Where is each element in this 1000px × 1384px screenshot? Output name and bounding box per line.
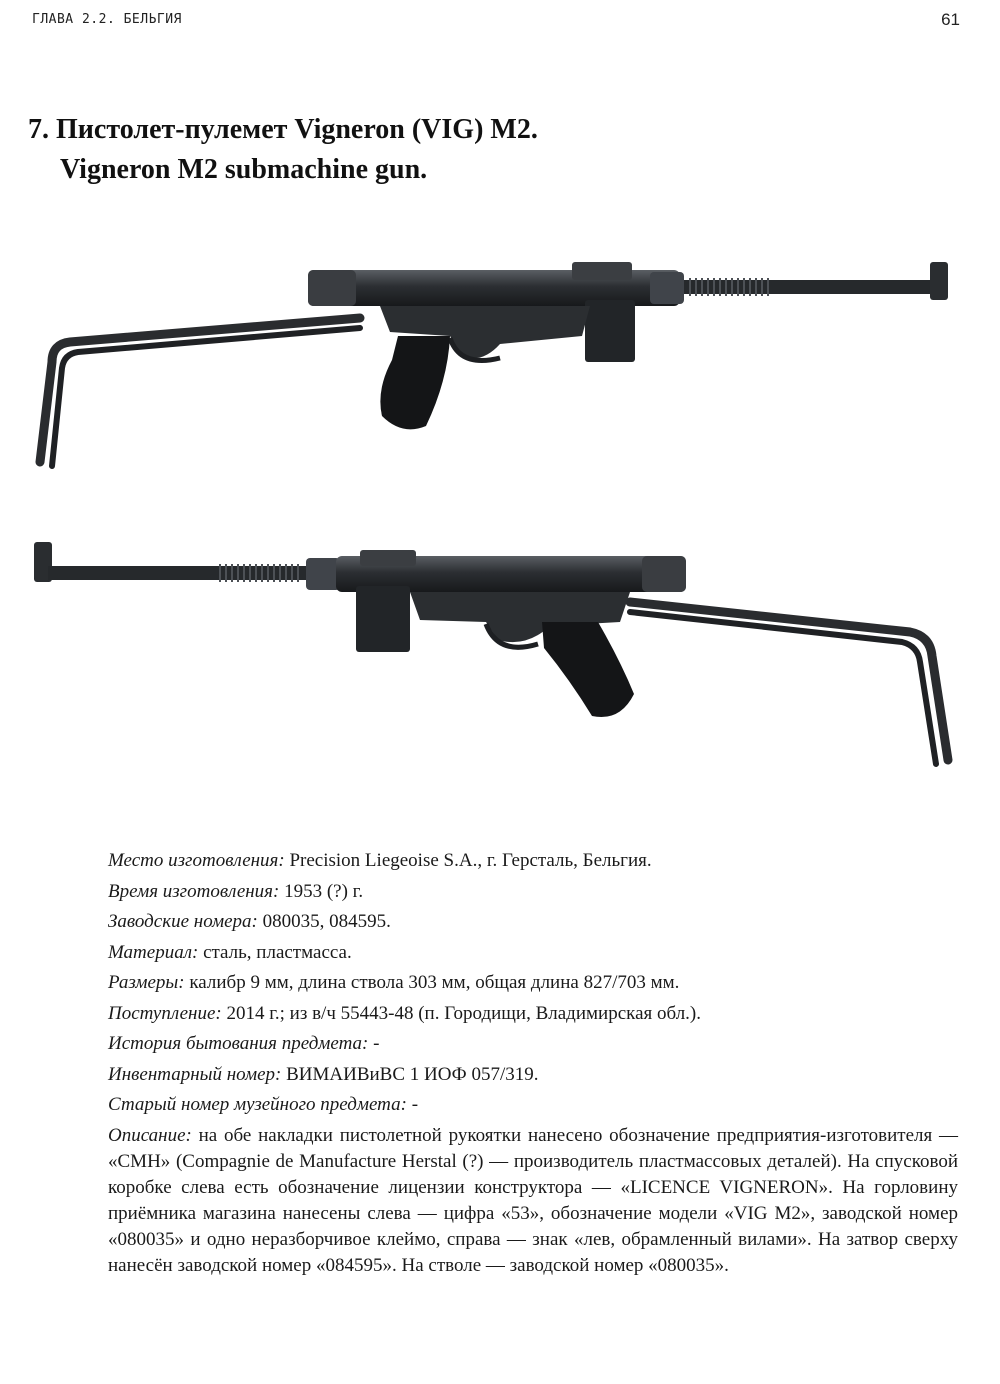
- description-label: Описание:: [108, 1124, 192, 1146]
- field-row: [108, 968, 958, 999]
- description-paragraph: [108, 1123, 958, 1279]
- description-text: на обе накладки пистолетной рукоятки нанесено обозначение предприятия-изготовителя — «СМН» (Compagnie de Manufacture Herstal (?) — производитель пластмассовых деталей). На спусковой коробке слева есть обозначение лицензии конструктора — «LICENCE VIGNERON». На горловину приёмника магазина нанесены слева — цифра «53», обозначение модели «VIG M2», заводской номер «080035» и одно неразборчивое клеймо, справа — знак «лев, обрамленный вилами». На затвор сверху нанесён заводской номер «084595». На стволе — заводской номер «080035».: [108, 1124, 958, 1276]
- field-row: [108, 938, 958, 969]
- catalogue-entry: [108, 846, 958, 1279]
- field-row: [108, 907, 958, 938]
- photo-left-side-view: [30, 240, 960, 480]
- field-label: Материал:: [108, 941, 199, 963]
- field-value: 1953 (?) г.: [279, 880, 364, 902]
- field-value: 2014 г.; из в/ч 55443-48 (п. Городищи, Владимирская обл.).: [221, 1002, 702, 1024]
- field-label: Инвентарный номер:: [108, 1063, 282, 1085]
- submachine-gun-photo-icon: [30, 530, 960, 770]
- field-value: -: [368, 1033, 380, 1054]
- page-title: [28, 110, 538, 190]
- field-row: [108, 877, 958, 908]
- photo-right-side-view: [30, 530, 960, 770]
- field-row: [108, 1090, 958, 1121]
- field-label: Размеры:: [108, 972, 185, 993]
- field-row: [108, 1029, 958, 1060]
- field-label: Место изготовления:: [108, 850, 285, 871]
- field-label: История бытования предмета:: [108, 1033, 369, 1054]
- title-en: Vigneron M2 submachine gun.: [60, 154, 428, 185]
- page-number: 61: [941, 10, 960, 29]
- field-row: [108, 846, 958, 877]
- field-label: Поступление:: [108, 1002, 222, 1024]
- field-value: 080035, 084595.: [257, 911, 391, 932]
- field-value: -: [406, 1094, 419, 1115]
- field-value: сталь, пластмасса.: [198, 941, 352, 963]
- running-head: ГЛАВА 2.2. БЕЛЬГИЯ: [32, 12, 182, 27]
- field-row: [108, 999, 958, 1030]
- submachine-gun-photo-icon: [30, 240, 960, 480]
- field-value: ВИМАИВиВС 1 ИОФ 057/319.: [281, 1063, 539, 1085]
- field-value: Precision Liegeoise S.A., г. Герсталь, Бельгия.: [284, 850, 652, 871]
- field-label: Заводские номера:: [108, 911, 258, 932]
- field-row: [108, 1060, 958, 1091]
- field-label: Время изготовления:: [108, 880, 280, 902]
- title-ru: 7. Пистолет-пулемет Vigneron (VIG) M2.: [28, 114, 538, 145]
- field-label: Старый номер музейного предмета:: [108, 1094, 407, 1115]
- field-value: калибр 9 мм, длина ствола 303 мм, общая длина 827/703 мм.: [184, 972, 680, 993]
